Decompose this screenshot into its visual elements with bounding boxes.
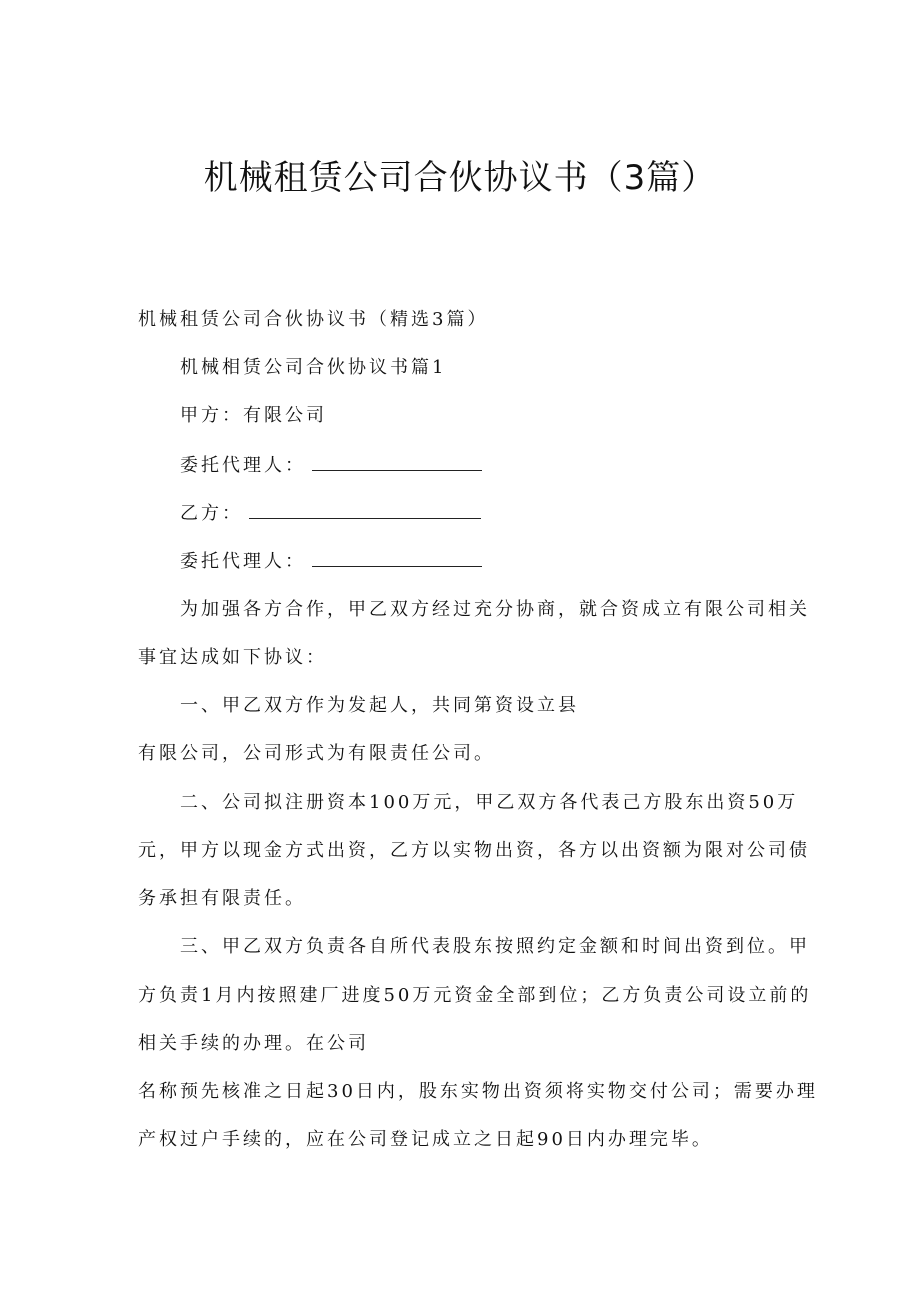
agent-b-blank bbox=[312, 548, 482, 567]
paragraph-line: 三、甲乙双方负责各自所代表股东按照约定金额和时间出资到位。甲 bbox=[180, 936, 810, 957]
party-b-blank bbox=[249, 500, 481, 519]
party-b-row bbox=[180, 500, 830, 527]
paragraph-line: 务承担有限责任。 bbox=[138, 888, 306, 909]
paragraph-line: 事宜达成如下协议： bbox=[138, 647, 327, 668]
paragraph-line: 二、公司拟注册资本100万元，甲乙双方各代表己方股东出资50万 bbox=[180, 792, 799, 813]
agent-a-blank bbox=[312, 452, 482, 471]
paragraph-line: 元，甲方以现金方式出资，乙方以实物出资，各方以出资额为限对公司债 bbox=[138, 840, 810, 861]
agent-a-label: 委托代理人： bbox=[180, 455, 306, 476]
agent-a-row bbox=[180, 452, 830, 479]
paragraph-line: 有限公司，公司形式为有限责任公司。 bbox=[138, 743, 495, 764]
paragraph-line: 名称预先核准之日起30日内，股东实物出资须将实物交付公司；需要办理 bbox=[138, 1081, 818, 1102]
agent-b-label: 委托代理人： bbox=[180, 551, 306, 572]
paragraph-line: 为加强各方合作，甲乙双方经过充分协商，就合资成立有限公司相关 bbox=[180, 599, 810, 620]
document-title: 机械租赁公司合伙协议书（3篇） bbox=[203, 158, 717, 198]
party-a: 甲方：有限公司 bbox=[180, 405, 327, 426]
agent-b-row bbox=[180, 548, 830, 575]
paragraph-line: 产权过户手续的，应在公司登记成立之日起90日内办理完毕。 bbox=[138, 1129, 713, 1150]
document-subtitle: 机械租赁公司合伙协议书（精选3篇） bbox=[138, 309, 489, 330]
party-b-label: 乙方： bbox=[180, 503, 243, 524]
paragraph-line: 一、甲乙双方作为发起人，共同第资设立县 bbox=[180, 695, 579, 716]
section-heading: 机械相赁公司合伙协议书篇1 bbox=[180, 357, 447, 378]
paragraph-line: 方负责1月内按照建厂进度50万元资金全部到位；乙方负责公司设立前的 bbox=[138, 985, 812, 1006]
paragraph-line: 相关手续的办理。在公司 bbox=[138, 1033, 369, 1054]
